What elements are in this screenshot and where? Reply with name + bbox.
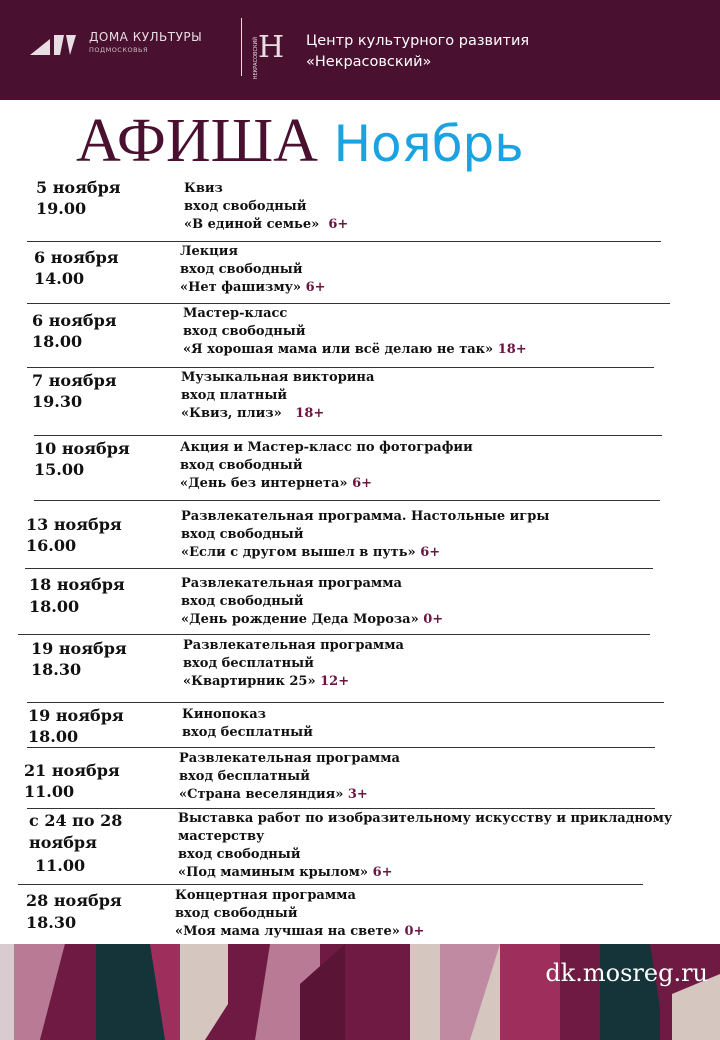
event-description xyxy=(183,637,404,691)
event-type: Мастер-класс xyxy=(183,306,288,321)
event-title: «День рождение Деда Мороза» xyxy=(181,612,419,627)
event-time: 19.30 xyxy=(32,392,83,411)
event-entry: вход свободный xyxy=(184,199,307,214)
event-title: «Под маминым крылом» xyxy=(178,865,369,880)
event-entry: вход свободный xyxy=(181,594,304,609)
event-time: 18.00 xyxy=(28,727,79,746)
event-description xyxy=(181,369,374,423)
event-title: «Страна веселяндия» xyxy=(179,787,344,802)
event-date: 6 ноября xyxy=(34,248,119,267)
event-entry: вход свободный xyxy=(183,324,306,339)
event-description xyxy=(179,750,400,804)
brand-subtitle: ПОДМОСКОВЬЯ xyxy=(89,46,149,54)
event-description xyxy=(182,706,313,742)
website-link[interactable]: dk.mosreg.ru xyxy=(545,959,708,987)
event-time: 11.00 xyxy=(35,856,86,875)
separator xyxy=(27,747,655,748)
event-title: «Нет фашизму» xyxy=(180,280,302,295)
event-time: 18.30 xyxy=(31,660,82,679)
age-rating: 6+ xyxy=(352,476,373,491)
event-title: «Я хорошая мама или всё делаю не так» xyxy=(183,342,494,357)
event-description xyxy=(181,575,443,629)
event-title: «Квиз, плиз» xyxy=(181,406,282,421)
title-afisha: АФИША xyxy=(76,107,318,175)
event-type: Акция и Мастер-класс по фотографии xyxy=(180,440,473,455)
event-time: 11.00 xyxy=(24,782,75,801)
event-date: 19 ноября xyxy=(28,706,124,725)
age-rating: 6+ xyxy=(328,217,349,232)
event-type: Развлекательная программа xyxy=(181,576,402,591)
event-entry: вход бесплатный xyxy=(179,769,310,784)
header-banner xyxy=(0,0,720,100)
event-date: 6 ноября xyxy=(32,311,117,330)
organization-name xyxy=(306,31,529,73)
event-entry: вход свободный xyxy=(175,906,298,921)
event-type: Концертная программа xyxy=(175,888,356,903)
event-type: Выставка работ по изобразительному искусству и прикладному xyxy=(178,811,673,826)
event-time: 14.00 xyxy=(34,269,85,288)
event-description xyxy=(178,810,672,882)
event-type: Музыкальная викторина xyxy=(181,370,375,385)
event-date: 19 ноября xyxy=(31,639,127,658)
title-month: Ноябрь xyxy=(333,115,524,173)
age-rating: 0+ xyxy=(423,612,444,627)
event-time: 18.00 xyxy=(32,332,83,351)
event-date: 28 ноября xyxy=(26,891,122,910)
header-divider xyxy=(241,18,242,76)
age-rating: 3+ xyxy=(347,787,368,802)
event-type: Развлекательная программа xyxy=(179,751,400,766)
dk-logo-icon xyxy=(30,33,78,55)
event-description xyxy=(181,508,549,562)
event-time: 15.00 xyxy=(34,460,85,479)
age-rating: 18+ xyxy=(497,342,527,357)
age-rating: 12+ xyxy=(320,674,350,689)
event-type-continued: мастерству xyxy=(178,829,265,844)
nekrasovsky-side-text: НЕКРАСОВСКИЙ xyxy=(253,37,259,80)
event-title: «В единой семье» xyxy=(184,217,320,232)
event-time: 16.00 xyxy=(26,536,77,555)
separator xyxy=(27,241,661,242)
event-date: 10 ноября xyxy=(34,439,130,458)
event-type: Квиз xyxy=(184,181,223,196)
event-type: Развлекательная программа xyxy=(183,638,404,653)
separator xyxy=(27,808,655,809)
event-entry: вход свободный xyxy=(180,262,303,277)
event-entry: вход свободный xyxy=(178,847,301,862)
age-rating: 0+ xyxy=(404,924,425,939)
event-entry: вход бесплатный xyxy=(183,656,314,671)
footer-pattern xyxy=(0,944,720,1040)
event-date: 7 ноября xyxy=(32,371,117,390)
event-date: 21 ноября xyxy=(24,761,120,780)
age-rating: 6+ xyxy=(372,865,393,880)
event-description xyxy=(180,439,473,493)
event-type: Развлекательная программа. Настольные игры xyxy=(181,509,550,524)
org-line-1: Центр культурного развития xyxy=(306,33,530,49)
org-line-2: «Некрасовский» xyxy=(306,54,432,70)
page-title xyxy=(76,104,524,181)
separator xyxy=(34,500,660,501)
event-date-continued: ноября xyxy=(29,833,97,852)
event-entry: вход свободный xyxy=(180,458,303,473)
separator xyxy=(25,568,653,569)
event-date: 13 ноября xyxy=(26,515,122,534)
event-description xyxy=(183,305,527,359)
age-rating: 6+ xyxy=(305,280,326,295)
event-time: 19.00 xyxy=(36,199,87,218)
event-title: «Если с другом вышел в путь» xyxy=(181,545,416,560)
separator xyxy=(34,435,662,436)
event-title: «Квартирник 25» xyxy=(183,674,316,689)
separator xyxy=(18,634,650,635)
separator xyxy=(27,303,670,304)
event-time: 18.00 xyxy=(29,597,80,616)
separator xyxy=(27,367,654,368)
age-rating: 6+ xyxy=(420,545,441,560)
separator xyxy=(27,702,664,703)
event-date: 18 ноября xyxy=(29,575,125,594)
event-title: «Моя мама лучшая на свете» xyxy=(175,924,400,939)
event-entry: вход бесплатный xyxy=(182,725,313,740)
event-description xyxy=(184,180,348,234)
event-date: 5 ноября xyxy=(36,178,121,197)
brand-name: ДОМА КУЛЬТУРЫ xyxy=(89,30,203,44)
event-date: с 24 по 28 xyxy=(29,811,123,830)
event-entry: вход свободный xyxy=(181,527,304,542)
separator xyxy=(18,884,643,885)
event-description xyxy=(180,243,326,297)
event-description xyxy=(175,887,424,941)
event-type: Лекция xyxy=(180,244,239,259)
event-time: 18.30 xyxy=(26,913,77,932)
event-title: «День без интернета» xyxy=(180,476,348,491)
event-type: Кинопоказ xyxy=(182,707,266,722)
nekrasovsky-logo: Н xyxy=(258,30,285,65)
age-rating: 18+ xyxy=(295,406,325,421)
event-entry: вход платный xyxy=(181,388,287,403)
